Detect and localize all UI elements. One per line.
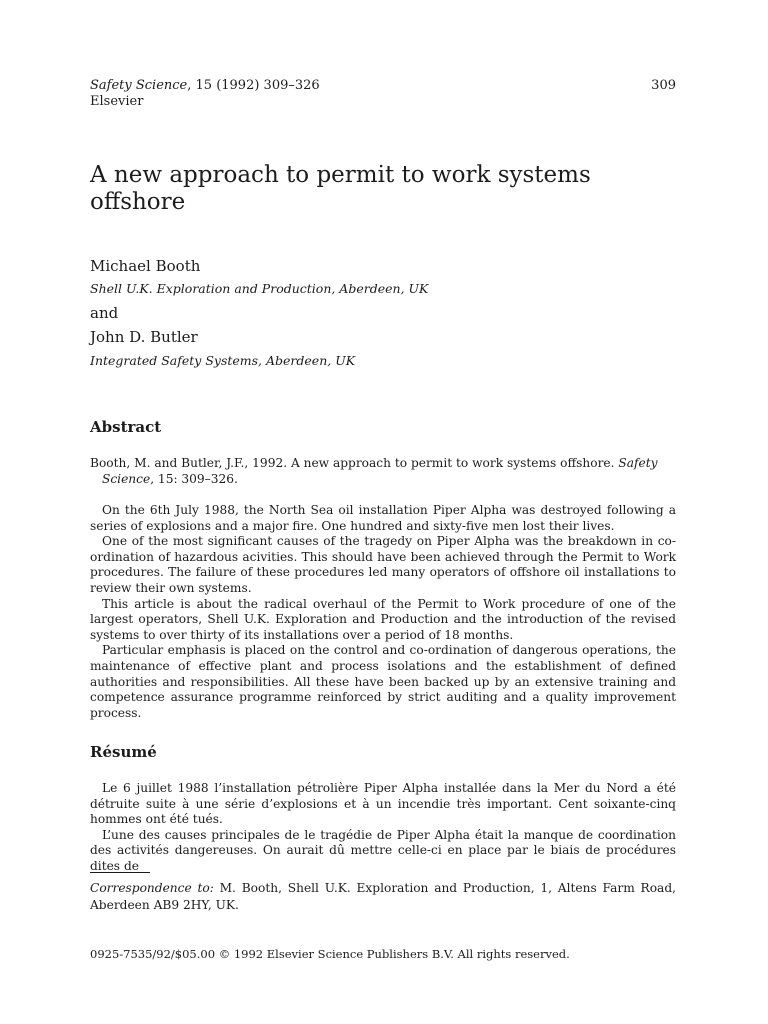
journal-name: Safety Science bbox=[90, 78, 188, 93]
journal-citation-line bbox=[90, 78, 320, 94]
abstract-paragraph: This article is about the radical overhaul of the Permit to Work procedure of one of the largest operators, Shell U.K. Exploration and Production and the introduction of the revised systems to over thirty of its installations over a period of 18 months. bbox=[90, 596, 676, 642]
footnote-divider bbox=[90, 872, 150, 873]
citation-journal: Safety Science bbox=[102, 456, 658, 486]
abstract-body bbox=[90, 503, 676, 721]
author-conjunction: and bbox=[90, 304, 119, 322]
author-affiliation-1: Shell U.K. Exploration and Production, Aberdeen, UK bbox=[90, 281, 429, 296]
citation-volume: , 15: 309–326. bbox=[150, 471, 238, 486]
footnote-text: M. Booth, Shell U.K. Exploration and Production, 1, Altens Farm Road, Aberdeen AB9 2HY, UK. bbox=[90, 881, 676, 912]
resume-heading: Résumé bbox=[90, 743, 157, 761]
page-number: 309 bbox=[651, 78, 676, 93]
correspondence-footnote bbox=[90, 880, 676, 914]
author-name-2: John D. Butler bbox=[90, 328, 198, 346]
author-name-1: Michael Booth bbox=[90, 257, 201, 275]
abstract-paragraph: On the 6th July 1988, the North Sea oil installation Piper Alpha was destroyed following a series of explosions and a major fire. One hundred and sixty-five men lost their lives. bbox=[90, 503, 676, 533]
footnote-label: Correspondence to: bbox=[90, 881, 214, 895]
journal-page bbox=[90, 0, 676, 1024]
article-title: A new approach to permit to work systems offshore bbox=[90, 162, 591, 215]
publisher-name: Elsevier bbox=[90, 94, 144, 109]
resume-paragraph: Le 6 juillet 1988 l’installation pétrolière Piper Alpha installée dans la Mer du Nord a été détruite suite à une série d’explosions et à un incendie très important. Cent soixante-cinq hommes ont été tués. bbox=[90, 781, 676, 827]
author-affiliation-2: Integrated Safety Systems, Aberdeen, UK bbox=[90, 353, 356, 368]
citation-text: Booth, M. and Butler, J.F., 1992. A new approach to permit to work systems offshore. bbox=[90, 456, 619, 470]
abstract-paragraph: One of the most significant causes of the tragedy on Piper Alpha was the breakdown in co-ordination of hazardous acivities. This should have been achieved through the Permit to Work procedures. The failure of these procedures led many operators of offshore oil installations to review their own systems. bbox=[90, 534, 676, 595]
abstract-citation bbox=[90, 456, 676, 487]
resume-paragraph: L’une des causes principales de le tragédie de Piper Alpha était la manque de coordination des activités dangereuses. On aurait dû mettre celle-ci en place par le biais de procédures dites de bbox=[90, 827, 676, 873]
resume-body bbox=[90, 781, 676, 875]
abstract-paragraph: Particular emphasis is placed on the control and co-ordination of dangerous operations, the maintenance of effective plant and process isolations and the establishment of defined authorities and responsibilities. All these have been backed up by an extensive training and competence assurance programme reinforced by strict auditing and a quality improvement process. bbox=[90, 643, 676, 720]
journal-volume-info: , 15 (1992) 309–326 bbox=[187, 78, 320, 93]
abstract-heading: Abstract bbox=[90, 418, 162, 436]
copyright-line: 0925-7535/92/$05.00 © 1992 Elsevier Science Publishers B.V. All rights reserved. bbox=[90, 947, 570, 961]
